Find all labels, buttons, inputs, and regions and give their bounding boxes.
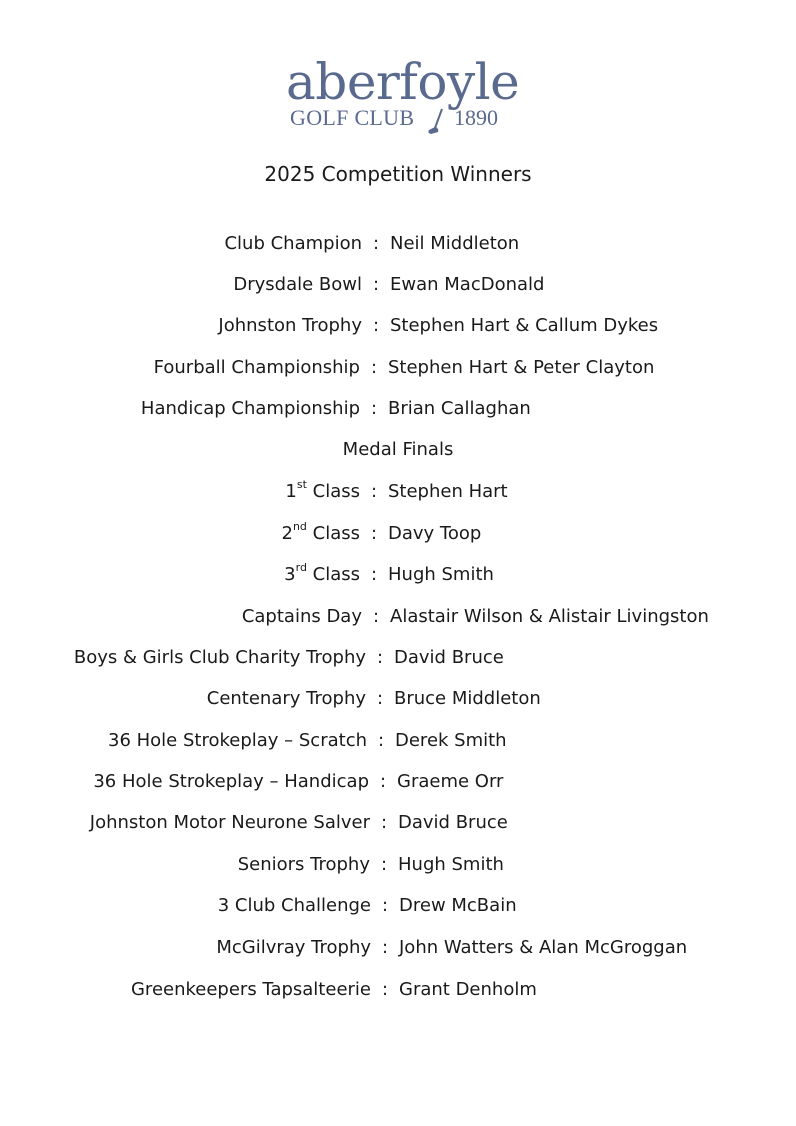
separator: : bbox=[377, 730, 385, 751]
separator: : bbox=[370, 523, 378, 544]
competition-name bbox=[284, 561, 360, 589]
separator: : bbox=[381, 979, 389, 1000]
winner-name: Grant Denholm bbox=[399, 979, 537, 1000]
competition-name: 3 Club Challenge bbox=[217, 895, 371, 916]
competition-name: Boys & Girls Club Charity Trophy bbox=[73, 647, 366, 668]
logo-club-text: GOLF CLUB bbox=[290, 105, 415, 130]
winner-row bbox=[0, 561, 796, 589]
winner-row bbox=[0, 312, 796, 340]
separator: : bbox=[370, 357, 378, 378]
winner-name: Brian Callaghan bbox=[388, 398, 531, 419]
competition-name: Centenary Trophy bbox=[206, 688, 366, 709]
winner-row bbox=[0, 478, 796, 506]
winner-row bbox=[0, 520, 796, 548]
winner-row bbox=[0, 768, 796, 796]
competition-name: 36 Hole Strokeplay – Handicap bbox=[93, 771, 369, 792]
winner-name: David Bruce bbox=[398, 812, 508, 833]
winner-name: Alastair Wilson & Alistair Livingston bbox=[390, 606, 709, 627]
competition-name bbox=[285, 478, 360, 506]
class-number: 1 bbox=[285, 481, 297, 502]
competition-name: Seniors Trophy bbox=[237, 854, 370, 875]
ordinal-suffix: st bbox=[296, 478, 307, 491]
winner-row bbox=[0, 851, 796, 879]
separator: : bbox=[381, 937, 389, 958]
winner-name: John Watters & Alan McGroggan bbox=[399, 937, 688, 958]
winner-name: Hugh Smith bbox=[388, 564, 494, 585]
class-label: Class bbox=[306, 481, 360, 502]
competition-name: Club Champion bbox=[224, 233, 362, 254]
class-label: Class bbox=[306, 564, 360, 585]
winner-name: Bruce Middleton bbox=[394, 688, 541, 709]
winner-name: Hugh Smith bbox=[398, 854, 504, 875]
competition-name: McGilvray Trophy bbox=[216, 937, 371, 958]
competition-name: Captains Day bbox=[241, 606, 362, 627]
winner-name: Neil Middleton bbox=[390, 233, 520, 254]
winner-row bbox=[0, 809, 796, 837]
winner-row bbox=[0, 395, 796, 423]
medal-finals-heading: Medal Finals bbox=[342, 439, 454, 460]
competition-name: Johnston Motor Neurone Salver bbox=[89, 812, 370, 833]
winner-row bbox=[0, 603, 796, 631]
class-label: Class bbox=[306, 523, 360, 544]
competition-name: Johnston Trophy bbox=[218, 315, 362, 336]
club-logo bbox=[278, 53, 520, 138]
winner-name: Davy Toop bbox=[388, 523, 482, 544]
winner-name: Drew McBain bbox=[399, 895, 517, 916]
winner-name: David Bruce bbox=[394, 647, 504, 668]
winner-row bbox=[0, 271, 796, 299]
logo-year: 1890 bbox=[454, 105, 498, 130]
separator: : bbox=[370, 398, 378, 419]
separator: : bbox=[372, 274, 380, 295]
winner-name: Stephen Hart & Callum Dykes bbox=[390, 315, 659, 336]
winner-row bbox=[0, 354, 796, 382]
winner-row bbox=[0, 727, 796, 755]
separator: : bbox=[380, 812, 388, 833]
competition-name: Handicap Championship bbox=[140, 398, 360, 419]
page-title: 2025 Competition Winners bbox=[264, 162, 532, 186]
competition-name bbox=[282, 520, 361, 548]
winner-name: Stephen Hart & Peter Clayton bbox=[388, 357, 655, 378]
winner-name: Stephen Hart bbox=[388, 481, 508, 502]
winner-name: Derek Smith bbox=[395, 730, 507, 751]
separator: : bbox=[380, 854, 388, 875]
class-number: 3 bbox=[284, 564, 296, 585]
winner-name: Ewan MacDonald bbox=[390, 274, 545, 295]
separator: : bbox=[370, 481, 378, 502]
winner-name: Graeme Orr bbox=[397, 771, 504, 792]
competition-name: Drysdale Bowl bbox=[233, 274, 362, 295]
ordinal-suffix: nd bbox=[292, 520, 307, 533]
class-number: 2 bbox=[281, 523, 293, 544]
golf-club-icon bbox=[424, 108, 448, 136]
separator: : bbox=[379, 771, 387, 792]
separator: : bbox=[376, 688, 384, 709]
winner-row bbox=[0, 644, 796, 672]
competition-name: Greenkeepers Tapsalteerie bbox=[130, 979, 371, 1000]
separator: : bbox=[381, 895, 389, 916]
winner-row bbox=[0, 976, 796, 1004]
logo-wordmark: aberfoyle bbox=[286, 53, 520, 111]
winner-row bbox=[0, 685, 796, 713]
separator: : bbox=[376, 647, 384, 668]
winner-row bbox=[0, 230, 796, 258]
competition-name: Fourball Championship bbox=[153, 357, 360, 378]
winner-row bbox=[0, 892, 796, 920]
ordinal-suffix: rd bbox=[295, 561, 307, 574]
winner-row bbox=[0, 934, 796, 962]
separator: : bbox=[372, 606, 380, 627]
competition-name: 36 Hole Strokeplay – Scratch bbox=[108, 730, 367, 751]
separator: : bbox=[372, 233, 380, 254]
logo-subline bbox=[290, 105, 498, 130]
separator: : bbox=[372, 315, 380, 336]
separator: : bbox=[370, 564, 378, 585]
